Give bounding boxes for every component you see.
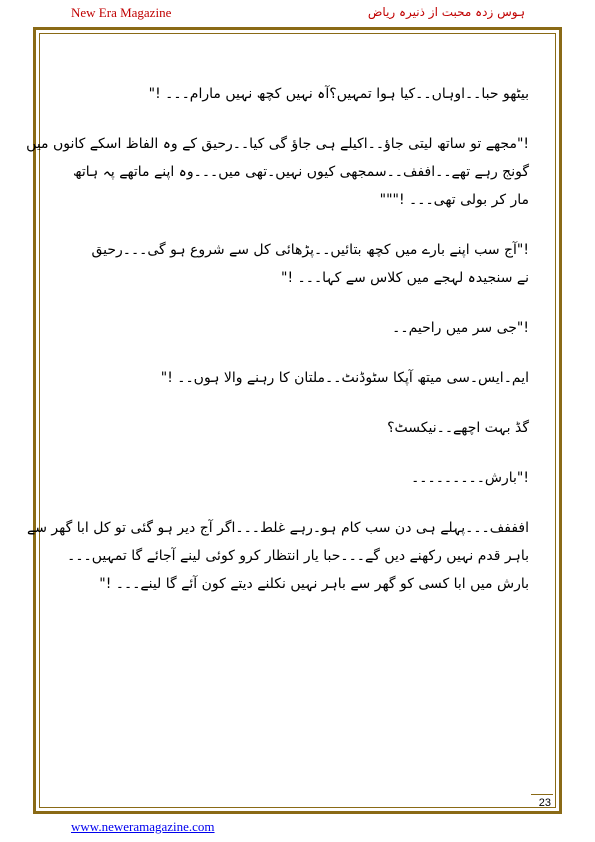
paragraph <box>26 130 529 214</box>
website-link[interactable]: www.neweramagazine.com <box>71 819 215 834</box>
text-line: نے سنجیدہ لہجے میں کلاس سے کہا۔۔۔ !" <box>281 270 529 286</box>
text-line: !"بارش۔۔۔۔۔۔۔۔۔ <box>411 470 529 486</box>
story-text <box>26 80 529 620</box>
paragraph <box>66 314 529 342</box>
text-line: گڈ بہت اچھے۔۔نیکسٹ؟ <box>387 420 529 436</box>
paragraph <box>66 464 529 492</box>
text-line: !"آج سب اپنے بارے میں کچھ بتائیں۔۔پڑھائی کل سے شروع ہو گی۔۔۔رحیق <box>91 242 529 258</box>
text-line: ایم۔ایس۔سی میتھ آپکا سٹوڈنٹ۔۔ملتان کا رہنے والا ہوں۔۔ !" <box>160 370 529 386</box>
paragraph <box>66 414 529 442</box>
text-line: باہر قدم نہیں رکھنے دیں گے۔۔۔حبا یار انتظار کرو کوئی لینے آجائے گا تمہیں۔۔۔ <box>67 548 529 564</box>
magazine-name: New Era Magazine <box>71 5 172 20</box>
text-line: !"جی سر میں راحیم۔۔ <box>392 320 529 336</box>
paragraph <box>66 364 529 392</box>
text-line: بیٹھو حبا۔۔اوہاں۔۔کیا ہوا تمہیں؟آہ نہیں کچھ نہیں مارام۔۔۔ !" <box>148 86 529 102</box>
page-number-rule <box>531 794 553 795</box>
page-frame <box>26 27 562 814</box>
text-line: افففف۔۔۔پہلے ہی دن سب کام ہو۔رہے غلط۔۔۔اگر آج دیر ہو گئی تو کل ابا گھر سے <box>27 520 529 536</box>
paragraph <box>27 514 529 598</box>
story-title: ہوس زدہ محبت از ذنیرہ ریاض <box>367 5 525 19</box>
text-line: !"مجھے تو ساتھ لیتی جاؤ۔۔اکیلے ہی جاؤ گی کیا۔۔رحیق کے وہ الفاظ اسکے کانوں میں <box>26 136 529 152</box>
paragraph <box>66 80 529 108</box>
paragraph <box>66 236 529 292</box>
text-line: گونج رہے تھے۔۔اففف۔۔سمجھی کیوں نہیں۔تھی میں۔۔۔وہ اپنے ماتھے پہ ہاتھ <box>73 164 529 180</box>
text-line: بارش میں ابا کسی کو گھر سے باہر نہیں نکلنے دیتے کون آئے گا لینے۔۔۔ !" <box>99 576 529 592</box>
text-line: مار کر بولی تھی۔۔۔ !""" <box>379 192 529 208</box>
page-number: 23 <box>538 797 551 809</box>
